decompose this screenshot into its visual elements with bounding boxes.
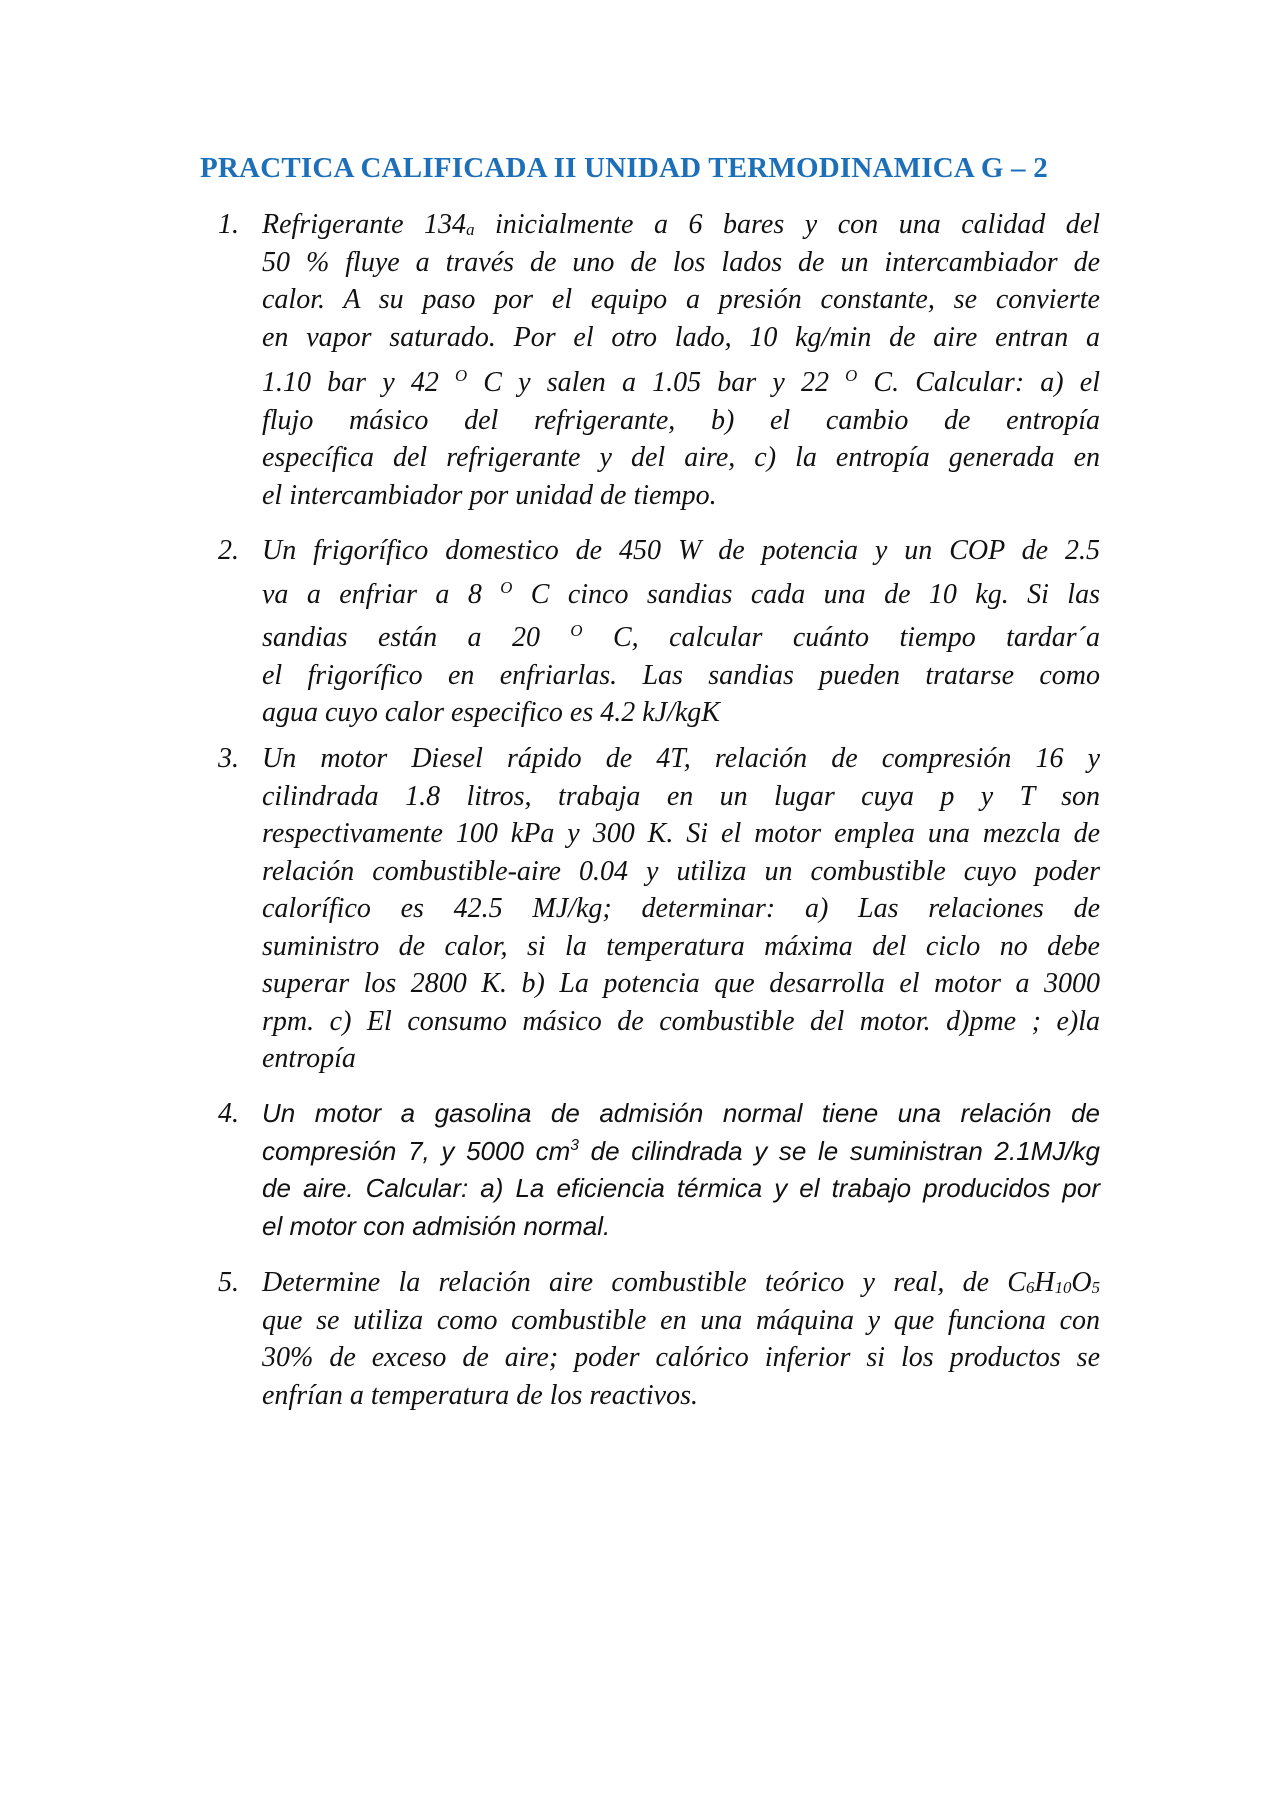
problem-number: 2. — [218, 535, 239, 566]
text-line: entropía — [262, 1043, 356, 1074]
text-line: el motor con admisión normal. — [262, 1210, 611, 1241]
text-line: que se utiliza como combustible en una máquina y que funciona con — [262, 1304, 1100, 1336]
text-line: cilindrada 1.8 litros, trabaja en un lugar cuya p y T son — [262, 780, 1100, 812]
text-line: 50 % fluye a través de uno de los lados de un intercambiador de — [262, 246, 1100, 278]
text-line: de aire. Calcular: a) La eficiencia térmica y el trabajo producidos por — [262, 1173, 1100, 1203]
text-line: flujo másico del refrigerante, b) el cambio de entropía — [262, 404, 1100, 436]
text-line: sandias están a 20 $^O$ C, calcular cuánto tiempo tardar´a — [262, 621, 1100, 653]
text-line: calor. A su paso por el equipo a presión constante, se convierte — [262, 284, 1100, 315]
text-line: 1.10 bar y 42 $^O$ C y salen a 1.05 bar y 22 $^O$ C. Calcular: a) el — [262, 366, 1100, 398]
text-line: el intercambiador por unidad de tiempo. — [262, 479, 717, 511]
text-line: específica del refrigerante y del aire, c) la entropía generada en — [262, 442, 1100, 473]
text-line: en vapor saturado. Por el otro lado, 10 kg/min de aire entran a — [262, 321, 1100, 353]
text-line: calorífico es 42.5 MJ/kg; determinar: a) Las relaciones de — [262, 893, 1100, 924]
text-line: relación combustible-aire 0.04 y utiliza un combustible cuyo poder — [262, 855, 1100, 887]
text-line: compresión 7, y 5000 $cm^3$ de cilindrada y se le suministran 2.1MJ/kg — [262, 1135, 1101, 1166]
problem-text — [262, 532, 1100, 732]
problem-text — [262, 206, 1100, 514]
text-line: Determine la relación aire combustible teórico y real, de $C_6H_{10}O_5$ — [262, 1267, 1100, 1298]
text-line: el frigorífico en enfriarlas. Las sandias pueden tratarse como — [262, 659, 1100, 691]
text-line: respectivamente 100 kPa y 300 K. Si el motor emplea una mezcla de — [262, 818, 1100, 849]
problem-text — [262, 1264, 1100, 1414]
text-line: Refrigerante $134_a$ inicialmente a 6 bares y con una calidad del — [262, 209, 1100, 240]
text-line: enfrían a temperatura de los reactivos. — [262, 1379, 699, 1411]
problem-text — [262, 740, 1100, 1078]
text-line: rpm. c) El consumo másico de combustible del motor. d)pme ; e)la — [262, 1005, 1100, 1037]
problem-number: 3. — [218, 743, 239, 774]
text-line: Un motor a gasolina de admisión normal tiene una relación de — [262, 1098, 1100, 1128]
text-line: Un frigorífico domestico de 450 W de potencia y un COP de 2.5 — [262, 535, 1100, 566]
text-line: agua cuyo calor especifico es 4.2 kJ/kgK — [262, 697, 720, 728]
problem-number: 5. — [218, 1267, 239, 1298]
text-line: va a enfriar a 8 $^O$ C cinco sandias cada una de 10 kg. Si las — [262, 577, 1100, 610]
text-line: 30% de exceso de aire; poder calórico inferior si los productos se — [262, 1342, 1100, 1373]
text-line: suministro de calor, si la temperatura máxima del ciclo no debe — [262, 930, 1100, 962]
problem-number: 4. — [218, 1098, 239, 1129]
problem-text — [262, 1095, 1100, 1245]
document-title: PRACTICA CALIFICADA II UNIDAD TERMODINAMICA G – 2 — [200, 152, 1048, 184]
problem-number: 1. — [218, 209, 239, 240]
text-line: Un motor Diesel rápido de 4T, relación de compresión 16 y — [262, 743, 1100, 774]
text-line: superar los 2800 K. b) La potencia que desarrolla el motor a 3000 — [262, 968, 1100, 999]
